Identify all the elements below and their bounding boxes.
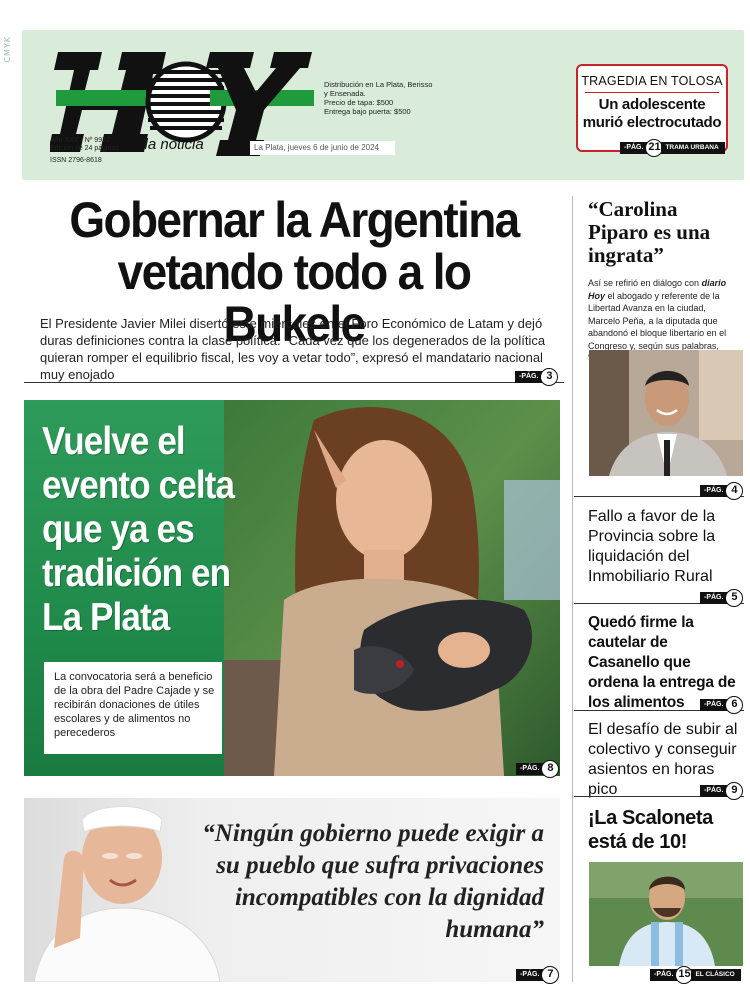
page-label: -PÁG. [700,592,727,604]
sidebar-piparo[interactable] [588,198,738,365]
celta-story[interactable] [24,400,560,776]
page-number: 8 [541,760,559,778]
page-number: 9 [725,782,743,800]
teaser-title: Un adolescente murió electrocutado [582,96,722,131]
casanello-title: Quedó firme la cautelar de Casanello que ordena la entrega de los alimentos [588,614,736,711]
teaser-page-ref[interactable] [620,141,725,155]
teaser-kicker: TRAGEDIA EN TOLOSA [581,74,723,88]
scaloneta-page-ref[interactable] [650,968,741,982]
scaloneta-title: ¡La Scaloneta está de 10! [588,807,713,853]
celta-summary: La convocatoria será a beneficio de la obra del Padre Cajade y se recibirán donaciones de útiles escolares y de alimentos no perecederos [44,662,222,754]
piparo-page-ref[interactable] [700,484,743,498]
casanello-page-ref[interactable] [700,698,743,712]
masthead-tagline: En la noticia [122,136,204,153]
section-label: EL CLÁSICO [691,969,740,981]
distribution-info [324,80,434,116]
teaser-divider [585,92,718,93]
piparo-body-paper: diario Hoy [588,278,727,301]
main-page-ref[interactable] [515,370,558,384]
page-label: -PÁG. [700,785,727,797]
sidebar-fallo[interactable] [588,507,738,587]
section-label: TRAMA URBANA [661,142,724,154]
page-label: -PÁG. [516,969,543,981]
piparo-body-start: Así se refirió en diálogo con [588,278,702,288]
page-number: 6 [725,696,743,714]
page-label: -PÁG. [515,371,542,383]
main-subhead: El Presidente Javier Milei disertó este miércoles en el Foro Económico de Latam y dejó duras definiciones contra la clase política. “Cada vez que los degenerados de la política quieran romper el equilibrio fiscal, les voy a vetar todo”, expresó el mandatario nacional muy enojado [40,316,546,382]
messi-photo [589,862,743,966]
page-label: -PÁG. [620,142,647,154]
page-number: 4 [725,482,743,500]
price-delivery: Entrega bajo puerta: $500 [324,107,411,116]
pope-page-ref[interactable] [516,968,559,982]
main-divider [24,382,564,383]
main-headline[interactable]: Gobernar la Argentina vetando todo a lo Bukele [69,192,519,352]
sidebar-divider [572,196,573,982]
pope-quote: “Ningún gobierno puede exigir a su pueblo que sufra privaciones incompatibles con la dignidad humana” [202,820,544,943]
piparo-title: “Carolina Piparo es una ingrata” [588,197,711,267]
colectivo-title: El desafío de subir al colectivo y conseguir asientos en horas pico [588,721,738,798]
celta-photo [224,400,560,776]
dateline: La Plata, jueves 6 de junio de 2024 [250,141,395,155]
issn: ISSN 2796-8618 [50,157,102,164]
piparo-body-end: el abogado y referente de la Libertad Avanza en la ciudad, Marcelo Peña, a la diputada que abandonó el bloque libertario en el Congreso y, según sus palabras, [588,290,727,351]
print-margin-mark: CMYK [3,36,12,63]
page-label: -PÁG. [650,969,677,981]
page-label: -PÁG. [700,699,727,711]
page-label: -PÁG. [516,763,543,775]
colectivo-page-ref[interactable] [700,784,743,798]
pena-photo [589,350,743,476]
page-number: 7 [541,966,559,984]
page-number: 21 [645,139,663,157]
page-number: 3 [540,368,558,386]
celta-headline: Vuelve el evento celta que ya es tradición en La Plata [42,420,235,639]
page-label: -PÁG. [700,485,727,497]
page-number: 15 [675,966,693,984]
fallo-title: Fallo a favor de la Provincia sobre la liquidación del Inmobiliario Rural [588,508,716,585]
masthead [22,30,744,180]
edition-info: Año XXX • Nº 9932 Edición de 24 páginas [50,137,119,152]
fallo-page-ref[interactable] [700,591,743,605]
page-number: 5 [725,589,743,607]
distribution-text: Distribución en La Plata, Berisso y Ensenada. [324,80,433,98]
celta-page-ref[interactable] [516,762,559,776]
pope-story[interactable] [24,798,560,982]
sidebar-scaloneta[interactable] [588,806,738,854]
price-counter: Precio de tapa: $500 [324,98,394,107]
